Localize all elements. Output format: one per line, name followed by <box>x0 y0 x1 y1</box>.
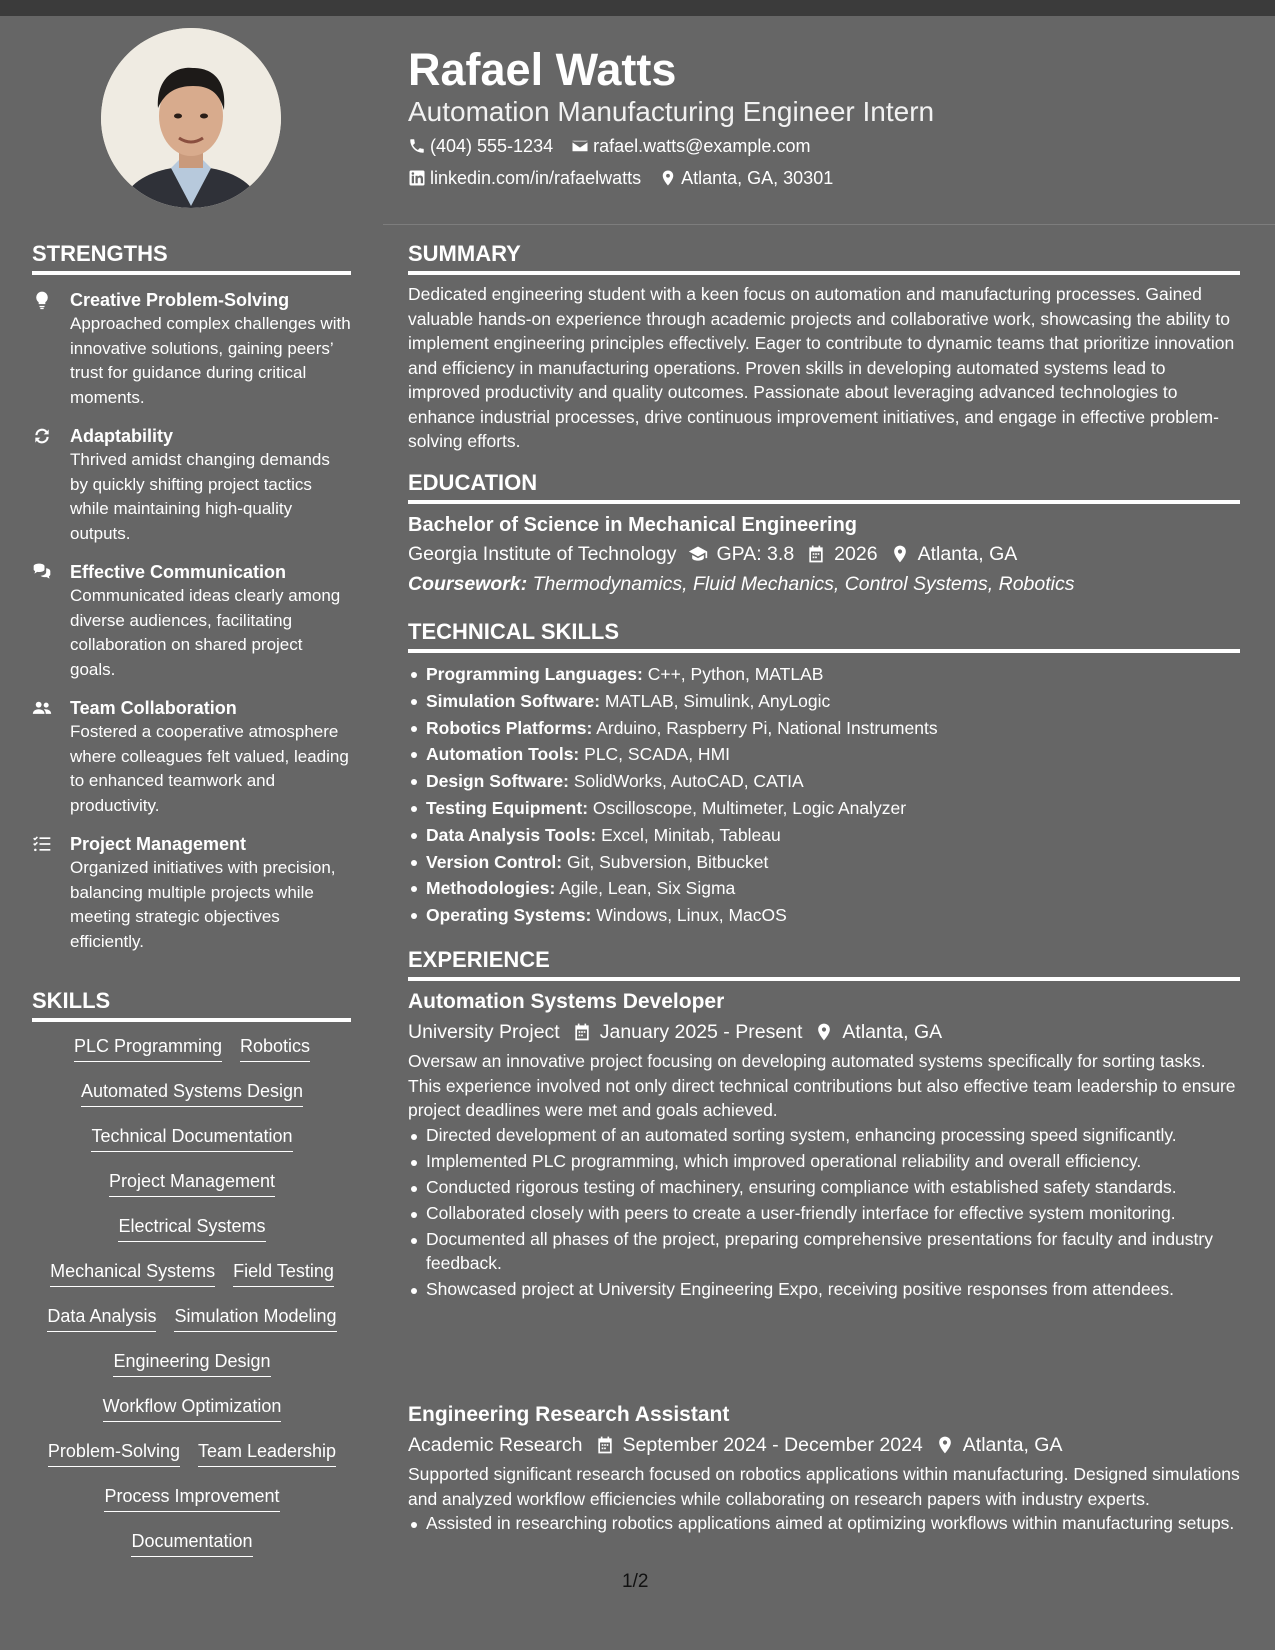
skill-values: Agile, Lean, Six Sigma <box>559 878 736 899</box>
phone-icon <box>408 137 426 155</box>
strength-desc: Fostered a cooperative atmosphere where colleagues felt valued, leading to enhanced teamwork and productivity. <box>70 722 349 815</box>
email-link[interactable]: rafael.watts@example.com <box>593 136 811 156</box>
position-description: Supported significant research focused on robotics applications within manufacturing. Designed simulations and analyzed workflow efficiencies while collaborating on research papers with industry experts. <box>408 1464 1240 1509</box>
strength-desc: Communicated ideas clearly among diverse audiences, facilitating collaboration on shared project goals. <box>70 586 341 679</box>
education-meta <box>408 539 1240 569</box>
users-icon <box>32 698 52 718</box>
school-name: Georgia Institute of Technology <box>408 543 677 565</box>
location-item <box>659 165 833 191</box>
email-item <box>571 133 810 159</box>
map-pin-icon <box>659 169 677 187</box>
date-range: September 2024 - December 2024 <box>622 1434 923 1456</box>
list-item <box>408 741 1240 768</box>
position-location: Atlanta, GA <box>842 1021 943 1043</box>
experience-entry <box>408 987 1240 1303</box>
position-location: Atlanta, GA <box>962 1434 1063 1456</box>
coursework-label: Coursework: <box>408 573 528 595</box>
skill-category: Robotics Platforms: <box>426 717 593 738</box>
strength-desc: Thrived amidst changing demands by quickly shifting project tactics while maintaining high-quality outputs. <box>70 450 330 543</box>
skill-tag: Mechanical Systems <box>50 1259 215 1287</box>
strength-title: Effective Communication <box>70 562 287 582</box>
skill-tag: Problem-Solving <box>48 1439 180 1467</box>
technical-skills-list <box>408 661 1240 929</box>
organization: Academic Research <box>408 1434 583 1456</box>
strength-item <box>32 696 352 818</box>
phone-item <box>408 133 553 159</box>
position-description: Oversaw an innovative project focusing on developing automated systems specifically for sorting tasks. This experience involved not only direct technical contributions but also effective team leadership to ensure project deadlines were met and goals achieved. <box>408 1051 1236 1120</box>
list-item <box>408 661 1240 688</box>
lightbulb-icon <box>32 290 52 310</box>
skill-tag: Engineering Design <box>113 1349 270 1377</box>
skill-category: Methodologies: <box>426 878 556 899</box>
list-item: Conducted rigorous testing of machinery, ensuring compliance with established safety standards. <box>408 1175 1240 1200</box>
skill-tag: Robotics <box>240 1034 310 1062</box>
skill-tag: Team Leadership <box>198 1439 336 1467</box>
strength-desc: Approached complex challenges with innovative solutions, gaining peers’ trust for guidance during critical moments. <box>70 314 351 407</box>
strength-desc: Organized initiatives with precision, balancing multiple projects while meeting strategic objectives efficiently. <box>70 858 336 951</box>
coursework-list: Thermodynamics, Fluid Mechanics, Control Systems, Robotics <box>532 573 1075 595</box>
degree-title: Bachelor of Science in Mechanical Engineering <box>408 514 858 536</box>
linkedin-link[interactable]: linkedin.com/in/rafaelwatts <box>430 168 642 188</box>
list-check-icon <box>32 834 52 854</box>
strength-item <box>32 832 352 954</box>
list-item <box>408 795 1240 822</box>
graduation-cap-icon <box>688 544 708 564</box>
strength-item <box>32 288 352 410</box>
graduation-year: 2026 <box>834 543 878 565</box>
skill-tag: Technical Documentation <box>91 1124 292 1152</box>
skill-values: MATLAB, Simulink, AnyLogic <box>604 690 831 711</box>
skill-values: Windows, Linux, MacOS <box>596 905 787 926</box>
organization: University Project <box>408 1021 560 1043</box>
skills-list <box>32 1034 352 1574</box>
skill-category: Data Analysis Tools: <box>426 824 597 845</box>
skill-category: Testing Equipment: <box>426 797 589 818</box>
gpa-text: GPA: 3.8 <box>716 543 795 565</box>
calendar-icon <box>806 544 826 564</box>
skill-tag: Field Testing <box>233 1259 334 1287</box>
skill-values: Excel, Minitab, Tableau <box>601 824 781 845</box>
education-heading: EDUCATION <box>408 469 1240 504</box>
summary-text: Dedicated engineering student with a keen focus on automation and manufacturing processes. Gained valuable hands-on experience through academic projects and collaborative work, showcasing the ability to implement engineering principles effectively. Eager to contribute to dynamic teams that prioritize innovation and efficiency in manufacturing operations. Proven skills in developing automated systems lead to improved productivity and quality outcomes. Passionate about leveraging advanced technologies to enhance industrial processes, drive continuous improvement initiatives, and engage in effective problem-solving efforts. <box>408 284 1235 451</box>
linkedin-icon <box>408 169 426 187</box>
skill-tag: Documentation <box>131 1529 252 1557</box>
technical-skills-heading: TECHNICAL SKILLS <box>408 618 1240 653</box>
skills-heading: SKILLS <box>32 987 351 1022</box>
position-title: Automation Systems Developer <box>408 990 725 1013</box>
map-pin-icon <box>935 1435 955 1455</box>
top-bar <box>0 0 1275 16</box>
map-pin-icon <box>890 544 910 564</box>
skill-category: Design Software: <box>426 771 569 792</box>
strength-title: Team Collaboration <box>70 698 237 718</box>
list-item: Directed development of an automated sorting system, enhancing processing speed significantly. <box>408 1123 1240 1148</box>
strength-item <box>32 424 352 546</box>
experience-heading: EXPERIENCE <box>408 946 1240 981</box>
list-item <box>408 688 1240 715</box>
date-range: January 2025 - Present <box>599 1021 803 1043</box>
contact-row-1 <box>408 133 810 159</box>
skill-tag: PLC Programming <box>74 1034 222 1062</box>
skill-category: Automation Tools: <box>426 744 580 765</box>
linkedin-item <box>408 165 641 191</box>
achievement-list <box>408 1123 1240 1302</box>
education-location: Atlanta, GA <box>917 543 1018 565</box>
coursework <box>408 569 1240 599</box>
list-item <box>408 875 1240 902</box>
list-item <box>408 902 1240 929</box>
skill-tag: Electrical Systems <box>118 1214 265 1242</box>
skill-category: Operating Systems: <box>426 905 592 926</box>
skill-category: Simulation Software: <box>426 690 601 711</box>
list-item: Showcased project at University Engineering Expo, receiving positive responses from attendees. <box>408 1277 1240 1302</box>
strength-item <box>32 560 352 682</box>
position-title: Engineering Research Assistant <box>408 1403 730 1426</box>
strength-title: Adaptability <box>70 426 174 446</box>
list-item <box>408 849 1240 876</box>
experience-entry <box>408 1400 1240 1537</box>
education-entry <box>408 511 1240 599</box>
skill-tag: Project Management <box>109 1169 275 1197</box>
avatar <box>101 28 281 208</box>
skill-values: C++, Python, MATLAB <box>647 664 824 684</box>
job-title: Automation Manufacturing Engineer Intern <box>408 96 935 127</box>
strength-title: Creative Problem-Solving <box>70 290 290 310</box>
skill-values: Oscilloscope, Multimeter, Logic Analyzer <box>592 797 907 818</box>
skill-category: Programming Languages: <box>426 664 643 684</box>
header-divider <box>383 224 1275 225</box>
calendar-icon <box>595 1435 615 1455</box>
calendar-icon <box>572 1022 592 1042</box>
strengths-heading: STRENGTHS <box>32 240 351 275</box>
skill-values: Git, Subversion, Bitbucket <box>567 851 769 872</box>
achievement-list <box>408 1511 1240 1536</box>
skill-tag: Process Improvement <box>104 1484 279 1512</box>
list-item: Documented all phases of the project, preparing comprehensive presentations for faculty and industry feedback. <box>408 1227 1240 1276</box>
phone-text[interactable]: (404) 555-1234 <box>430 136 554 156</box>
candidate-name: Rafael Watts <box>408 44 677 95</box>
position-meta <box>408 1017 1240 1047</box>
comments-icon <box>32 562 52 582</box>
skill-tag: Simulation Modeling <box>174 1304 336 1332</box>
skill-tag: Data Analysis <box>47 1304 156 1332</box>
skill-tag: Automated Systems Design <box>81 1079 303 1107</box>
list-item <box>408 822 1240 849</box>
skill-tag: Workflow Optimization <box>103 1394 282 1422</box>
refresh-icon <box>32 426 52 446</box>
skill-category: Version Control: <box>426 851 563 872</box>
list-item: Implemented PLC programming, which improved operational reliability and overall efficiency. <box>408 1149 1240 1174</box>
list-item <box>408 715 1240 742</box>
skill-values: Arduino, Raspberry Pi, National Instruments <box>596 717 938 738</box>
list-item: Assisted in researching robotics applications aimed at optimizing workflows within manufacturing setups. <box>408 1511 1240 1536</box>
list-item: Collaborated closely with peers to create a user-friendly interface for effective system monitoring. <box>408 1201 1240 1226</box>
summary-heading: SUMMARY <box>408 240 1240 275</box>
map-pin-icon <box>814 1022 834 1042</box>
page-indicator: 1/2 <box>622 1571 649 1592</box>
skill-values: PLC, SCADA, HMI <box>584 744 731 765</box>
position-meta <box>408 1430 1240 1460</box>
location-text: Atlanta, GA, 30301 <box>681 168 834 188</box>
strength-title: Project Management <box>70 834 247 854</box>
contact-row-2 <box>408 165 833 191</box>
skill-values: SolidWorks, AutoCAD, CATIA <box>573 771 804 792</box>
list-item <box>408 768 1240 795</box>
envelope-icon <box>571 137 589 155</box>
strengths-list <box>32 288 352 968</box>
